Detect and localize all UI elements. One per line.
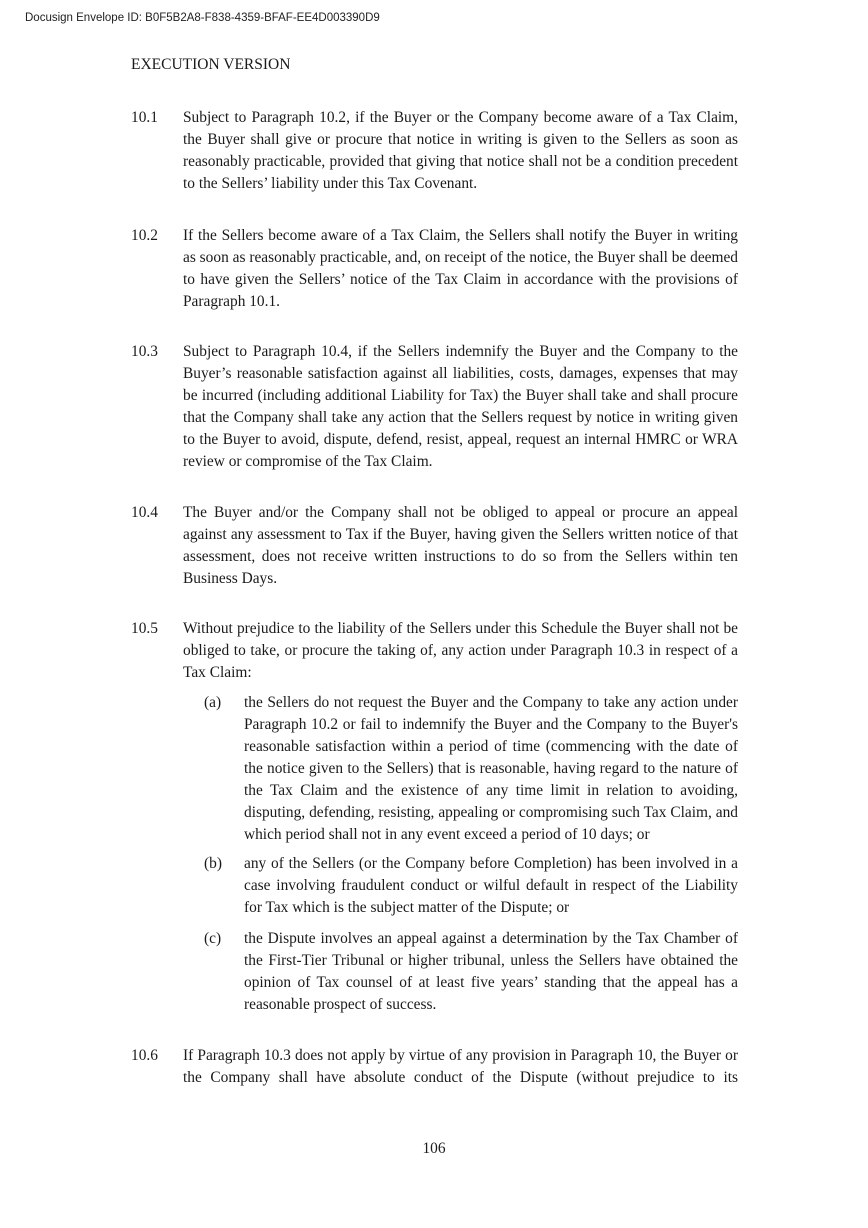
clause-number: 10.1: [131, 109, 158, 126]
execution-version-label: EXECUTION VERSION: [131, 56, 291, 73]
subclause-number: (c): [204, 930, 222, 947]
clause-text: Subject to Paragraph 10.2, if the Buyer or the Company become aware of a Tax Claim, the Buyer shall give or procure that notice in writing is given to the Sellers as soon as reasonably practicable, provided that giving that notice shall not be a condition precedent to the Sellers’ liability under this Tax Covenant.: [183, 109, 738, 192]
subclause-b: [204, 853, 738, 919]
clause-text: Without prejudice to the liability of the Sellers under this Schedule the Buyer shall not be obliged to take, or procure the taking of, any action under Paragraph 10.3 in respect of a Tax Claim:: [183, 620, 738, 681]
clause-text: If Paragraph 10.3 does not apply by virtue of any provision in Paragraph 10, the Buyer or the Company shall have absolute conduct of the Dispute (without prejudice to its: [183, 1047, 738, 1086]
clause-text: Subject to Paragraph 10.4, if the Sellers indemnify the Buyer and the Company to the Buyer’s reasonable satisfaction against all liabilities, costs, damages, expenses that may be incurred (including additional Liability for Tax) the Buyer shall take and shall procure that the Company shall take any action that the Sellers request by notice in writing given to the Buyer to avoid, dispute, defend, resist, appeal, request an internal HMRC or WRA review or compromise of the Tax Claim.: [183, 343, 738, 470]
clause-number: 10.2: [131, 227, 158, 244]
clause-text: If the Sellers become aware of a Tax Claim, the Sellers shall notify the Buyer in writing as soon as reasonably practicable, and, on receipt of the notice, the Buyer shall be deemed to have given the Sellers’ notice of the Tax Claim in accordance with the provisions of Paragraph 10.1.: [183, 227, 738, 310]
clause-10-3: [131, 341, 738, 473]
clause-10-1: [131, 107, 738, 195]
clause-10-5: [131, 618, 738, 684]
clause-number: 10.4: [131, 504, 158, 521]
clause-number: 10.3: [131, 343, 158, 360]
subclause-number: (b): [204, 855, 222, 872]
clause-number: 10.6: [131, 1047, 158, 1064]
page-number: 106: [422, 1140, 446, 1157]
subclause-number: (a): [204, 694, 222, 711]
subclause-text: any of the Sellers (or the Company before Completion) has been involved in a case involving fraudulent conduct or wilful default in respect of the Liability for Tax which is the subject matter of the Dispute; or: [244, 855, 738, 916]
clause-number: 10.5: [131, 620, 158, 637]
envelope-id: Docusign Envelope ID: B0F5B2A8-F838-4359-BFAF-EE4D003390D9: [25, 12, 380, 24]
subclause-text: the Sellers do not request the Buyer and the Company to take any action under Paragraph 10.2 or fail to indemnify the Buyer and the Company to the Buyer's reasonable satisfaction within a period of time (commencing with the date of the notice given to the Sellers) that is reasonable, having regard to the nature of the Tax Claim and the existence of any time limit in relation to avoiding, disputing, defending, resisting, appealing or compromising such Tax Claim, and which period shall not in any event exceed a period of 10 days; or: [244, 694, 738, 843]
subclause-a: [204, 692, 738, 846]
subclause-text: the Dispute involves an appeal against a determination by the Tax Chamber of the First-Tier Tribunal or higher tribunal, unless the Sellers have obtained the opinion of Tax counsel of at least five years’ standing that the appeal has a reasonable prospect of success.: [244, 930, 738, 1013]
clause-text: The Buyer and/or the Company shall not be obliged to appeal or procure an appeal against any assessment to Tax if the Buyer, having given the Sellers written notice of that assessment, does not receive written instructions to do so from the Sellers within ten Business Days.: [183, 504, 738, 587]
subclause-c: [204, 928, 738, 1016]
clause-10-2: [131, 225, 738, 313]
clause-10-6: [131, 1045, 738, 1089]
clause-10-4: [131, 502, 738, 590]
